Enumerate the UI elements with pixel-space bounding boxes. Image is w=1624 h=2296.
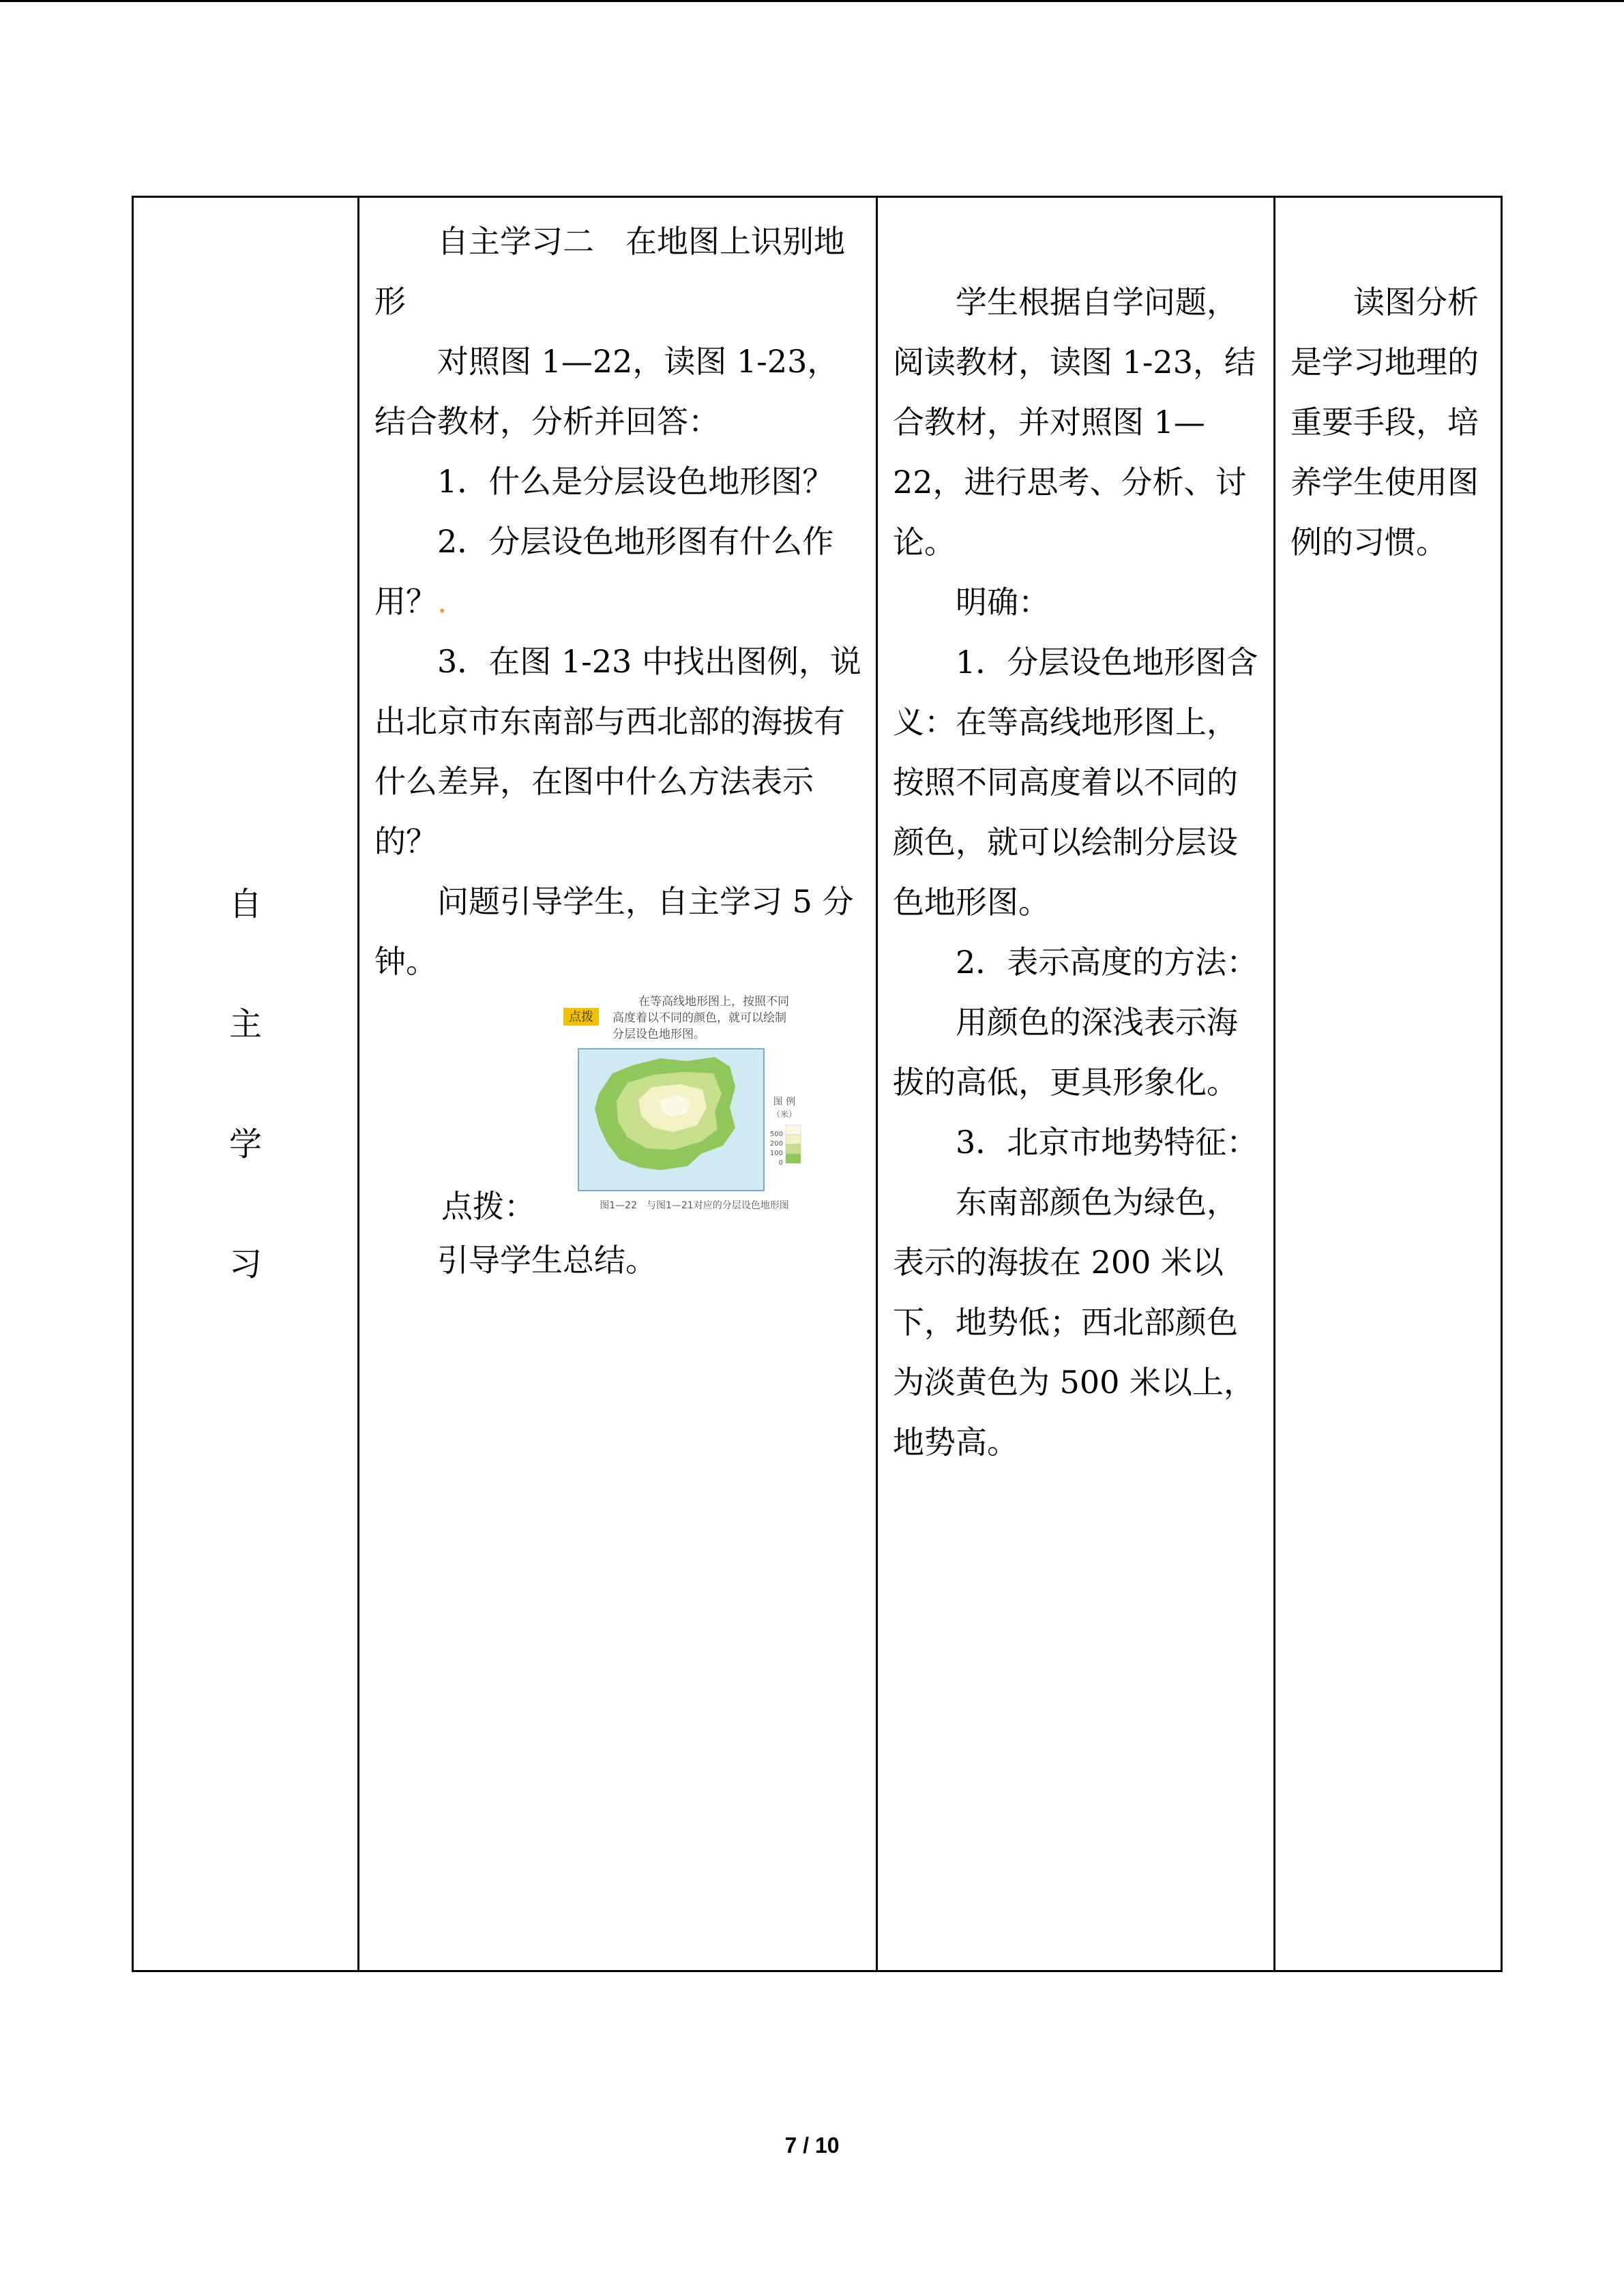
legend-value: 200 bbox=[769, 1140, 783, 1148]
section-label-char: 主 bbox=[228, 1004, 262, 1043]
page-number: 7 / 10 bbox=[784, 2133, 840, 2158]
section-label-char: 习 bbox=[228, 1244, 262, 1283]
student-paragraph: 明确： bbox=[956, 584, 1050, 621]
table-row bbox=[133, 197, 1502, 1971]
teacher-guidance: 问题引导学生，自主学习 5 分钟。 bbox=[374, 883, 854, 980]
student-paragraph: 东南部颜色为绿色，表示的海拔在 200 米以下，地势低；西北部颜色为淡黄色为 500 米以上，地势高。 bbox=[893, 1184, 1256, 1461]
legend-value: 0 bbox=[778, 1159, 783, 1167]
legend-swatch bbox=[786, 1125, 801, 1135]
design-intent-paragraph: 读图分析是学习地理的重要手段，培养学生使用图例的习惯。 bbox=[1290, 284, 1479, 561]
lesson-plan-table bbox=[132, 196, 1503, 1972]
section-label-char: 自 bbox=[228, 884, 262, 923]
legend-value: 500 bbox=[769, 1131, 783, 1138]
design-intent-cell bbox=[1275, 197, 1502, 1971]
legend-unit: （米） bbox=[771, 1109, 797, 1119]
hint-text-line: 高度着以不同的颜色，就可以绘制 bbox=[612, 1011, 786, 1025]
legend-swatch bbox=[786, 1144, 801, 1154]
student-paragraph: 3．北京市地势特征： bbox=[956, 1124, 1258, 1161]
top-border-line bbox=[0, 0, 1624, 2]
student-paragraph: 1．分层设色地形图含义：在等高线地形图上，按照不同高度着以不同的颜色，就可以绘制分层设色地形图。 bbox=[893, 644, 1258, 921]
student-activity-cell bbox=[877, 197, 1275, 1971]
student-paragraph: 用颜色的深浅表示海拔的高低，更具形象化。 bbox=[893, 1004, 1238, 1101]
teacher-activity-cell bbox=[359, 197, 877, 1971]
section-label-char: 学 bbox=[228, 1124, 262, 1163]
teacher-question-1: 1．什么是分层设色地形图？ bbox=[437, 463, 834, 500]
student-paragraph: 2．表示高度的方法： bbox=[956, 944, 1258, 981]
layered-tint-map-image bbox=[551, 992, 838, 1217]
teacher-question-2: 2．分层设色地形图有什么作用？. bbox=[374, 523, 834, 620]
legend-title: 图 例 bbox=[773, 1097, 796, 1107]
section-label bbox=[229, 844, 262, 1324]
hint-row bbox=[374, 992, 863, 1230]
hint-label: 点拨： bbox=[441, 1188, 535, 1225]
orange-dot-mark: . bbox=[437, 583, 447, 620]
teacher-question-3: 3．在图 1-23 中找出图例，说出北京市东南部与西北部的海拔有什么差异，在图中什么方法表示的？ bbox=[374, 643, 861, 860]
section-label-cell bbox=[133, 197, 359, 1971]
legend-swatch bbox=[786, 1135, 801, 1144]
legend-swatch bbox=[786, 1154, 801, 1163]
legend-value: 100 bbox=[769, 1150, 783, 1157]
hint-text-line: 分层设色地形图。 bbox=[612, 1028, 705, 1041]
student-paragraph: 学生根据自学问题，阅读教材，读图 1-23，结合教材，并对照图 1—22，进行思考、分析、讨论。 bbox=[893, 284, 1256, 561]
teacher-paragraph-title: 自主学习二 在地图上识别地形 bbox=[374, 223, 845, 320]
hint-tag-text: 点拨 bbox=[569, 1010, 593, 1024]
hint-text-line: 在等高线地形图上，按照不同 bbox=[638, 995, 789, 1009]
teacher-summary: 引导学生总结。 bbox=[437, 1242, 657, 1279]
teacher-paragraph-instruction: 对照图 1—22，读图 1-23，结合教材，分析并回答： bbox=[374, 343, 839, 440]
map-caption: 图1—22 与图1—21对应的分层设色地形图 bbox=[600, 1200, 789, 1211]
